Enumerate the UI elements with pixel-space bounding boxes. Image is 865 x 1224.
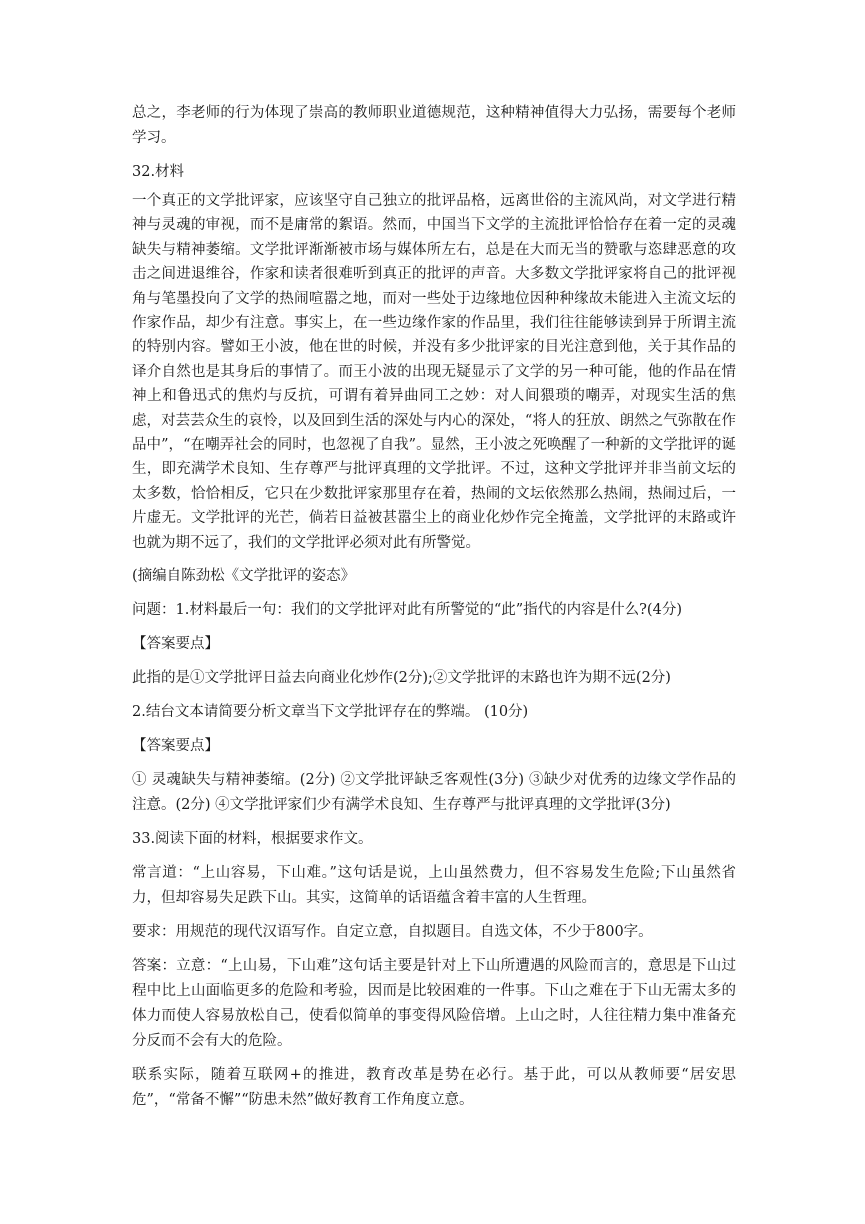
question-33-heading: 33.阅读下面的材料，根据要求作文。 (132, 831, 373, 848)
answer-points-heading-1: 【答案要点】 (132, 636, 219, 653)
answer-2: ① 灵魂缺失与精神萎缩。(2分) ②文学批评缺乏客观性(3分) ③缺少对优秀的边缘文学作品的注意。(2分) ④文学批评家们少有满学术良知、生存尊严与批评真理的文学批评(3分) (132, 772, 736, 814)
question-1: 问题：1.材料最后一句：我们的文学批评对此有所警觉的“此”指代的内容是什么?(4分) (132, 602, 682, 619)
material-text: 一个真正的文学批评家，应该坚守自己独立的批评品格，远离世俗的主流风尚，对文学进行精神与灵魂的审视，而不是庸常的絮语。然而，中国当下文学的主流批评恰恰存在着一定的灵魂缺失与精神萎缩。文学批评渐渐被市场与媒体所左右，总是在大而无当的赞歌与恣肆恶意的攻击之间进退维谷，作家和读者很难听到真正的批评的声音。大多数文学批评家将自己的批评视角与笔墨投向了文学的热闹喧嚣之地，而对一些处于边缘地位因种种缘故未能进入主流文坛的作家作品，却少有注意。事实上，在一些边缘作家的作品里，我们往往能够读到异于所谓主流的特别内容。譬如王小波，他在世的时候，并没有多少批评家的目光注意到他，关于其作品的译介自然也是其身后的事情了。而王小波的出现无疑显示了文学的另一种可能，他的作品在情神上和鲁迅式的焦灼与反抗，可谓有着异曲同工之妙：对人间猥琐的嘲弄，对现实生活的焦虑，对芸芸众生的哀怜，以及回到生活的深处与内心的深处，“将人的狂放、朗然之气弥散在作品中”，“在嘲弄社会的同时，也忽视了自我”。显然，王小波之死唤醒了一种新的文学批评的诞生，即充满学术良知、生存尊严与批评真理的文学批评。不过，这种文学批评并非当前文坛的太多数，恰恰相反，它只在少数批评家那里存在着，热闹的文坛依然那么热闹，热闹过后，一片虚无。文学批评的光芒，倘若日益被甚嚣尘上的商业化炒作完全掩盖，文学批评的末路或许也就为期不远了，我们的文学批评必须对此有所警觉。 (132, 193, 736, 551)
question-2: 2.结台文本请简要分析文章当下文学批评存在的弊端。 (10分) (132, 704, 529, 721)
question-32-heading: 32.材料 (132, 164, 185, 180)
question-33-answer: 答案：立意：“上山易，下山难”这句话主要是针对上下山所遭遇的风险而言的，意思是下山过程中比上山面临更多的危险和考验，因而是比较困难的一件事。下山之难在于下山无需太多的体力而使人容易放松自己，使看似简单的事变得风险倍增。上山之时，人往往精力集中准备充分反而不会有大的危险。 (132, 958, 736, 1050)
paragraph-conclusion: 总之，李老师的行为体现了崇高的教师职业道德规范，这种精神值得大力弘扬，需要每个老师学习。 (132, 105, 736, 146)
question-33-requirements: 要求：用规范的现代汉语写作。自定立意，自拟题目。自选文体，不少于800字。 (132, 924, 653, 941)
question-33-material: 常言道：“上山容易，下山难。”这句话是说，上山虽然费力，但不容易发生危险;下山虽然省力，但却容易失足跌下山。其实，这简单的话语蕴含着丰富的人生哲理。 (132, 865, 736, 907)
material-source: (摘编自陈劲松《文学批评的姿态》 (132, 568, 356, 585)
answer-1: 此指的是①文学批评日益去向商业化炒作(2分);②文学批评的末路也许为期不远(2分) (132, 670, 671, 687)
answer-points-heading-2: 【答案要点】 (132, 738, 219, 755)
document-page (132, 101, 736, 1122)
question-33-answer-continued: 联系实际，随着互联网+的推进，教育改革是势在必行。基于此，可以从教师要“居安思危”，“常备不懈”“防患未然”做好教育工作角度立意。 (132, 1067, 736, 1109)
